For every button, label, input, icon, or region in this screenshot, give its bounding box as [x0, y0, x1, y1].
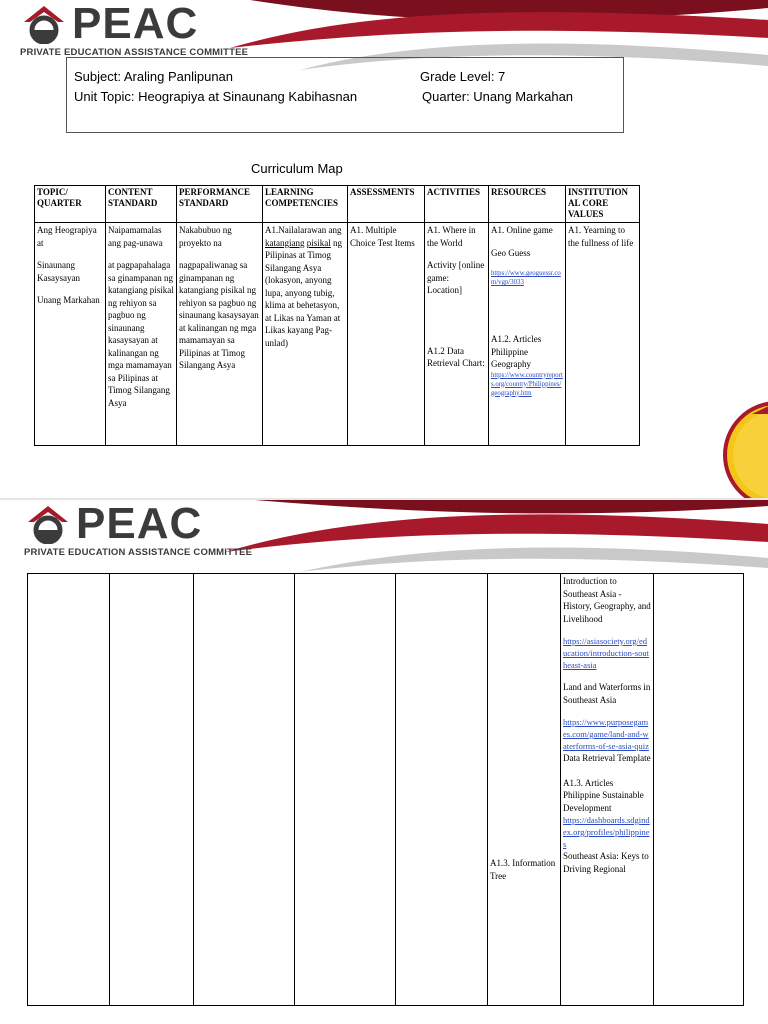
competency-underlined: pisikal: [306, 237, 331, 248]
content-standard-cell: [106, 223, 177, 446]
logo-subtitle: PRIVATE EDUCATION ASSISTANCE COMMITTEE: [24, 547, 253, 558]
table-header-row: [35, 186, 640, 223]
performance-standard-text: Nakabubuo ng proyekto na: [179, 225, 232, 248]
activity-text: A1.3. Information Tree: [490, 858, 556, 881]
geoguessr-link[interactable]: https://www.geoguessr.com/vgp/3033: [491, 270, 561, 286]
content-standard-cell-empty: [110, 574, 194, 1006]
assessment-cell-empty: [396, 574, 488, 1006]
peac-house-icon: [20, 4, 68, 44]
assessment-cell: A1. Multiple Choice Test Items: [348, 223, 425, 446]
activity-text: A1. Where in the World: [427, 225, 476, 248]
peac-logo: [20, 0, 249, 58]
document-page-2: [0, 500, 768, 1024]
performance-standard-cell-empty: [194, 574, 295, 1006]
core-values-cell-empty: [654, 574, 744, 1006]
performance-standard-cell: [177, 223, 263, 446]
araling-panlipunan-badge: [722, 400, 768, 498]
peac-house-icon: [24, 504, 72, 544]
countryreports-link[interactable]: https://www.countryreports.org/country/Philippines/geography.htm: [491, 371, 563, 397]
column-header-assessments: ASSESSMENTS: [348, 186, 425, 223]
curriculum-map-title: Curriculum Map: [251, 161, 343, 176]
asiasociety-link[interactable]: https://asiasociety.org/education/introduction-southeast-asia: [563, 636, 649, 670]
learning-competency-cell: [263, 223, 348, 446]
curriculum-map-table-continued: [27, 573, 744, 1006]
performance-standard-text: nagpapaliwanag sa ginampanan ng katangiang pisikal ng rehiyon sa pagbuo ng sinaunang kasaysayan at kalinangan ng mga mamamayan sa Pilipinas at Timog Silangang Asya: [179, 260, 259, 370]
competency-text: A1.Nailalarawan ang: [265, 225, 342, 235]
column-header-core-values: INSTITUTION AL CORE VALUES: [566, 186, 640, 223]
subject-text: Subject: Araling Panlipunan: [74, 69, 234, 84]
content-standard-text: Naipamamalas ang pag-unawa: [108, 225, 163, 248]
resource-cell: [561, 574, 654, 1006]
column-header-resources: RESOURCES: [489, 186, 566, 223]
document-page-1: [0, 0, 768, 498]
activity-text: Activity [online game: Location]: [427, 260, 485, 295]
resource-text: Land and Waterforms in Southeast Asia: [563, 682, 651, 705]
table-row: [28, 574, 744, 1006]
column-header-topic: TOPIC/ QUARTER: [35, 186, 106, 223]
topic-cell-empty: [28, 574, 110, 1006]
logo-wordmark: PEAC: [76, 500, 203, 548]
column-header-activities: ACTIVITIES: [425, 186, 489, 223]
competency-underlined: katangiang: [265, 237, 305, 248]
column-header-content-standard: CONTENT STANDARD: [106, 186, 177, 223]
unit-topic-text: Unit Topic: Heograpiya at Sinaunang Kabihasnan: [74, 89, 358, 104]
learning-competency-cell-empty: [295, 574, 396, 1006]
resource-cell: [489, 223, 566, 446]
resource-text: A1. Online game: [491, 225, 553, 235]
resource-text: A1.3. Articles Philippine Sustainable Development: [563, 777, 644, 813]
curriculum-map-table: [34, 185, 640, 446]
sdgindex-link[interactable]: https://dashboards.sdgindex.org/profiles/philippines: [563, 815, 650, 849]
topic-line: Sinaunang Kasaysayan: [37, 260, 80, 283]
activity-cell: [425, 223, 489, 446]
grade-level-text: Grade Level: 7: [420, 69, 506, 84]
competency-text: ng Pilipinas at Timog Silangang Asya (lokasyon, anyong lupa, anyong tubig, klima at behetasyon, at Likas na Yaman at Likas kayang Pag-unlad): [265, 237, 342, 348]
resource-text: Southeast Asia: Keys to Driving Regional: [563, 851, 649, 874]
table-row: [35, 223, 640, 446]
resource-text: Data Retrieval Template: [563, 753, 651, 763]
peac-logo: [24, 500, 253, 558]
column-header-learning-competencies: LEARNING COMPETENCIES: [263, 186, 348, 223]
activity-text: A1.2 Data Retrieval Chart:: [427, 345, 485, 368]
resource-text: Geo Guess: [491, 247, 531, 258]
topic-cell: [35, 223, 106, 446]
logo-subtitle: PRIVATE EDUCATION ASSISTANCE COMMITTEE: [20, 47, 249, 58]
core-values-cell: A1. Yearning to the fullness of life: [566, 223, 640, 446]
topic-line: Ang Heograpiya at: [37, 225, 97, 248]
resource-text: A1.2. Articles Philippine Geography: [491, 334, 542, 369]
topic-quarter-line: Unang Markahan: [37, 295, 100, 305]
purposegames-link[interactable]: https://www.purposegames.com/game/land-and-waterforms-of-se-asia-quiz: [563, 717, 649, 751]
resource-text: Introduction to Southeast Asia - History, Geography, and Livelihood: [563, 576, 651, 624]
logo-wordmark: PEAC: [72, 0, 199, 48]
column-header-performance-standard: PERFORMANCE STANDARD: [177, 186, 263, 223]
quarter-text: Quarter: Unang Markahan: [422, 89, 574, 104]
activity-cell: [488, 574, 561, 1006]
content-standard-text: at pagpapahalaga sa ginampanan ng katangiang pisikal ng rehiyon sa pagbuo ng sinaunang kasaysayan at kalinangan ng mga mamamayan sa Pilipinas at Timog Silangang Asya: [108, 260, 174, 408]
